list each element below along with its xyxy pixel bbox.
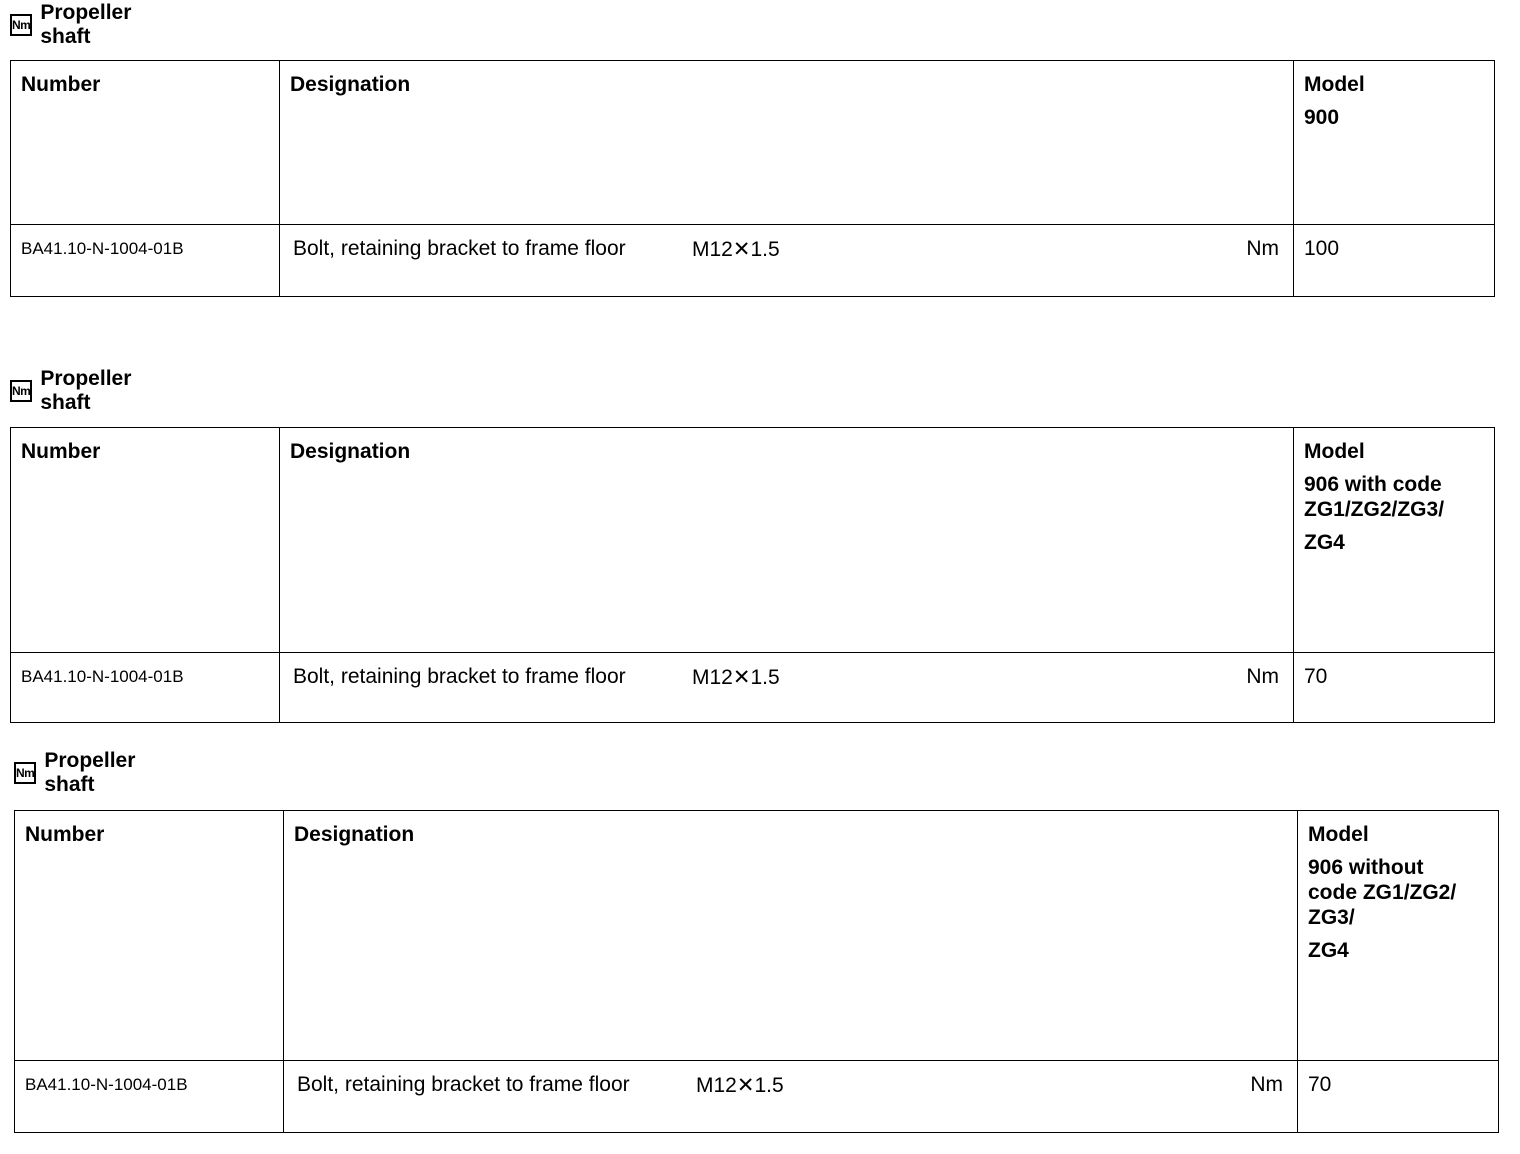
torque-table	[14, 810, 1499, 1133]
table-row	[11, 653, 1495, 723]
header-designation: Designation	[284, 811, 1298, 1061]
thread-size: M12✕1.5	[692, 238, 780, 261]
row-designation	[280, 653, 1294, 723]
header-number: Number	[11, 428, 280, 653]
header-designation: Designation	[280, 61, 1294, 225]
torque-value: 70	[1294, 653, 1495, 723]
torque-table	[10, 60, 1495, 297]
header-designation: Designation	[280, 428, 1294, 653]
torque-nm-icon: Nm	[14, 762, 36, 784]
model-line: ZG1/ZG2/ZG3/	[1304, 498, 1445, 521]
section-title: Propeller shaft	[40, 1, 132, 48]
header-model	[1298, 811, 1499, 1061]
model-line: 906 without	[1308, 856, 1424, 879]
model-label: Model	[1304, 440, 1365, 463]
designation-text: Bolt, retaining bracket to frame floor	[293, 665, 626, 688]
row-number: BA41.10-N-1004-01B	[11, 225, 280, 297]
thread-size: M12✕1.5	[696, 1074, 784, 1097]
model-line: 900	[1304, 106, 1340, 129]
unit-label: Nm	[1246, 665, 1279, 688]
model-line: ZG4	[1308, 939, 1349, 962]
torque-nm-icon: Nm	[10, 14, 32, 36]
model-line: 906 with code	[1304, 473, 1442, 496]
header-model	[1294, 428, 1495, 653]
header-model	[1294, 61, 1495, 225]
model-line: ZG4	[1304, 531, 1345, 554]
header-number: Number	[15, 811, 284, 1061]
table-header-row	[15, 811, 1499, 1061]
section-heading	[14, 749, 139, 796]
torque-value: 70	[1298, 1061, 1499, 1133]
designation-text: Bolt, retaining bracket to frame floor	[297, 1073, 630, 1096]
table-header-row	[11, 61, 1495, 225]
model-value	[1304, 105, 1484, 130]
thread-size: M12✕1.5	[692, 666, 780, 689]
unit-label: Nm	[1250, 1073, 1283, 1096]
section-heading	[10, 1, 135, 48]
torque-nm-icon: Nm	[10, 380, 32, 402]
section-title: Propeller shaft	[44, 749, 136, 796]
table-header-row	[11, 428, 1495, 653]
table-row	[15, 1061, 1499, 1133]
model-value	[1304, 472, 1484, 555]
designation-text: Bolt, retaining bracket to frame floor	[293, 237, 626, 260]
model-label: Model	[1308, 823, 1369, 846]
model-value	[1308, 855, 1488, 963]
torque-value: 100	[1294, 225, 1495, 297]
model-line: code ZG1/ZG2/	[1308, 881, 1457, 904]
unit-label: Nm	[1246, 237, 1279, 260]
row-designation	[284, 1061, 1298, 1133]
model-label: Model	[1304, 73, 1365, 96]
torque-table	[10, 427, 1495, 723]
row-number: BA41.10-N-1004-01B	[11, 653, 280, 723]
section-title: Propeller shaft	[40, 367, 132, 414]
section-heading	[10, 367, 135, 414]
row-number: BA41.10-N-1004-01B	[15, 1061, 284, 1133]
table-row	[11, 225, 1495, 297]
header-number: Number	[11, 61, 280, 225]
model-line: ZG3/	[1308, 906, 1355, 929]
row-designation	[280, 225, 1294, 297]
